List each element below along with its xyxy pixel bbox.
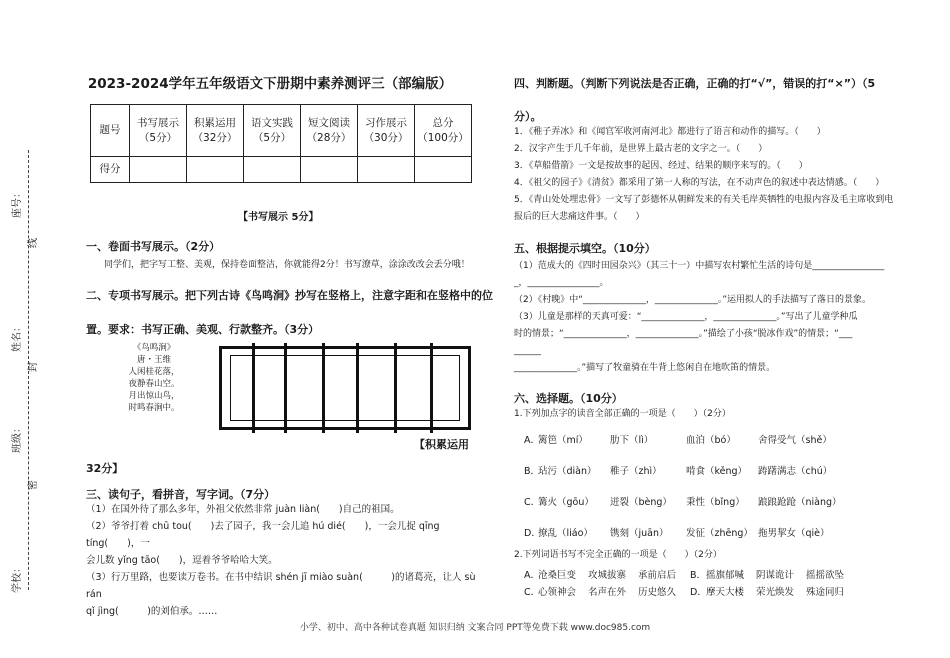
q5-line: （1）范成大的《四时田园杂兴》（其三十一）中描写农村繁忙生活的诗句是________________ [514,261,885,271]
poem-line: 时鸣春涧中。 [128,403,180,413]
q1-title: 一、卷面书写展示。（2分） [86,240,221,253]
writing-grid[interactable] [219,346,471,430]
school-label: 学校： [12,563,23,593]
col-name: 语文实践 [251,116,293,129]
q5-body [514,258,914,377]
option-item: 摇摇欲坠 [806,570,845,581]
q2-title-line2: 置。要求：书写正确、美观、行款整齐。（3分） [86,323,320,336]
option-item: 篝火（gōu） [538,497,594,508]
grid-line [284,343,287,433]
q4-item: 5．《青山处处埋忠骨》一文写了彭德怀从朝鲜发来的有关毛岸英牺牲的电报内容及毛主席收到电 [514,195,894,205]
option-item: 沧桑巨变 [538,570,577,581]
q2-title-line1: 二、专项书写展示。把下列古诗《鸟鸣涧》抄写在竖格上，注意字距和在竖格中的位 [86,289,493,302]
q5-line: （3）儿童是那样的天真可爱：“______________，______________。”写出了儿童学种瓜 [514,312,858,322]
q5-line: ______________。”描写了牧童骑在牛背上悠闲自在地吹笛的情景。 [514,363,776,373]
col-pts: （100分） [417,131,469,144]
col-reading [301,105,358,157]
option-item: 撩乱（liáo） [538,528,593,539]
seat-label: 座号： [12,188,23,218]
q4-item: 2．汉字产生于几千年前，是世界上最古老的文字之一。（ ） [514,144,768,154]
q4-item: 1．《稚子弄冰》和《闻官军收河南河北》都进行了语言和动作的描写。（ ） [514,127,826,137]
q5-title: 五、根据提示填空。（10分） [514,242,656,255]
q4-body [514,124,914,226]
option-item: 肋下（lì） [610,435,654,446]
col-name: 总分 [432,116,454,129]
option-item: 阴谋诡计 [756,570,795,581]
poem-line: 人闲桂花落， [128,367,180,377]
option-item: 踉踉跄跄（niàng） [758,497,842,508]
q3-line: qǐ jìng( )的刘伯承。…… [86,606,218,617]
score-cell[interactable] [415,157,472,183]
option-b-label[interactable]: B． [524,466,541,477]
header-label: 题号 [91,105,130,157]
q4-item: 报后的巨大悲痛这件事。（ ） [514,212,645,222]
score-cell[interactable] [244,157,301,183]
option-item: 历史悠久 [638,587,677,598]
q5-line: ______ [514,346,541,356]
col-essay [358,105,415,157]
option-item: 篱笆（mí） [538,435,588,446]
option-item: 迸裂（bèng） [610,497,672,508]
option-item: 殊途同归 [806,587,845,598]
grid-line [394,343,397,433]
binding-mark-2: 封 [28,362,39,372]
option-item: 玷污（diàn） [538,466,597,477]
q3-line: （1）在国外待了那么多年，外祖父依然非常 juàn liàn( )自己的祖国。 [86,504,400,515]
col-pts: （30分） [363,131,409,144]
option-d-label[interactable]: D． [524,528,541,539]
grid-line [356,343,359,433]
option-item: 啃食（kěng） [686,466,748,477]
option-a-label[interactable]: A． [524,570,540,581]
q6-question-1: 1.下列加点字的读音全部正确的一项是（ ）（2分） [514,409,731,419]
score-table [90,104,472,183]
option-c-label[interactable]: C． [524,497,541,508]
col-pts: （32分） [192,131,238,144]
option-item: 摩天大楼 [706,587,745,598]
option-item: 心领神会 [538,587,577,598]
col-pts: （5分） [138,131,178,144]
q5-line: _，________________。 [514,278,609,288]
class-label: 班级： [12,423,23,453]
q3-line: （2）爷爷打着 chū tou( )去了园子，我一会儿追 hú dié( )，一会儿捉 qīng tíng( )，一 [86,521,440,549]
poem-line: 夜静春山空。 [128,379,180,389]
q4-item: 4．《祖父的园子》《清贫》都采用了第一人称的写法，在不动声色的叙述中表达情感。（ ） [514,178,885,188]
option-a-label[interactable]: A． [524,435,540,446]
option-b-label[interactable]: B． [690,570,707,581]
option-item: 承前启后 [638,570,677,581]
page-title: 2023-2024学年五年级语文下册期中素养测评三（部编版） [87,76,453,92]
page-footer: 小学、初中、高中各种试卷真题 知识归纳 文案合同 PPT等免费下载 www.doc985.com [299,623,651,633]
col-name: 积累运用 [194,116,236,129]
option-item: 踌躇满志（chú） [758,466,833,477]
grid-line [322,343,325,433]
option-item: 血泊（bó） [686,435,736,446]
score-cell[interactable] [301,157,358,183]
binding-mark-1: 线 [28,238,39,248]
poem-block [118,342,190,414]
option-item: 发征（zhēng） [686,528,753,539]
q3-line: （3）行万里路，也要读万卷书。在书中结识 shén jī miào suàn( )的诸葛亮，让人 sù rán [86,572,476,600]
writing-grid-inner [230,355,460,421]
col-accum [187,105,244,157]
col-name: 书写展示 [137,116,179,129]
option-item: 拖男挈女（qiè） [758,528,830,539]
col-total [415,105,472,157]
col-name: 习作展示 [365,116,407,129]
poem-line: 月出惊山鸟， [128,391,180,401]
q3-line: 会儿数 yǐng tāo( )，逗着爷爷哈哈大笑。 [86,555,278,566]
q6-title: 六、选择题。（10分） [514,392,623,405]
col-writing [130,105,187,157]
grid-line [430,343,433,433]
option-item: 荣光焕发 [756,587,795,598]
option-item: 镌刻（juān） [610,528,669,539]
option-d-label[interactable]: D． [690,587,707,598]
option-item: 秉性（bǐng） [686,497,745,508]
option-c-label[interactable]: C． [524,587,541,598]
grid-line [252,343,255,433]
score-cell[interactable] [187,157,244,183]
score-label: 得分 [91,157,130,183]
q4-title-line1: 四、判断题。（判断下列说法是否正确，正确的打“√”，错误的打“×”）（5 [514,77,876,90]
col-pts: （5分） [252,131,292,144]
part-writing-header: 【书写展示 5分】 [238,212,319,223]
option-item: 舍得受气（shě） [758,435,832,446]
col-name: 短文阅读 [308,116,350,129]
q4-item: 3．《草船借箭》一文是按故事的起因、经过、结果的顺序来写的。（ ） [514,161,808,171]
q3-title: 三、读句子，看拼音，写字词。（7分） [86,488,276,501]
part-accum-header: 【积累运用 [414,438,469,451]
name-label: 姓名： [12,322,23,352]
option-item: 名声在外 [588,587,627,598]
score-cell[interactable] [130,157,187,183]
poem-author: 唐・王维 [136,355,171,365]
q4-title-line2: 分）。 [514,110,542,123]
q1-text: 同学们，把字写工整、美观，保持卷面整洁，你就能得2分！书写潦草，涂涂改改会丢分哦！ [104,260,470,270]
q5-line: 时的情景；“______________，______________。”描绘了小孩“脱冰作戏”的情景；“___ [514,329,853,339]
part-accum-pts: 32分】 [86,462,124,475]
q6-question-2: 2.下列词语书写不完全正确的一项是（ ）（2分） [514,550,722,560]
col-practice [244,105,301,157]
binding-mark-3: 密 [28,480,39,490]
q3-body [86,501,481,620]
score-cell[interactable] [358,157,415,183]
q5-line: （2）《村晚》中“______________，______________。”运用拟人的手法描写了落日的景象。 [514,295,872,305]
col-pts: （28分） [306,131,352,144]
poem-title: 《鸟鸣涧》 [132,343,176,353]
option-item: 攻城拔寨 [588,570,627,581]
option-item: 摇旗郁喊 [706,570,745,581]
option-item: 稚子（zhì） [610,466,662,477]
